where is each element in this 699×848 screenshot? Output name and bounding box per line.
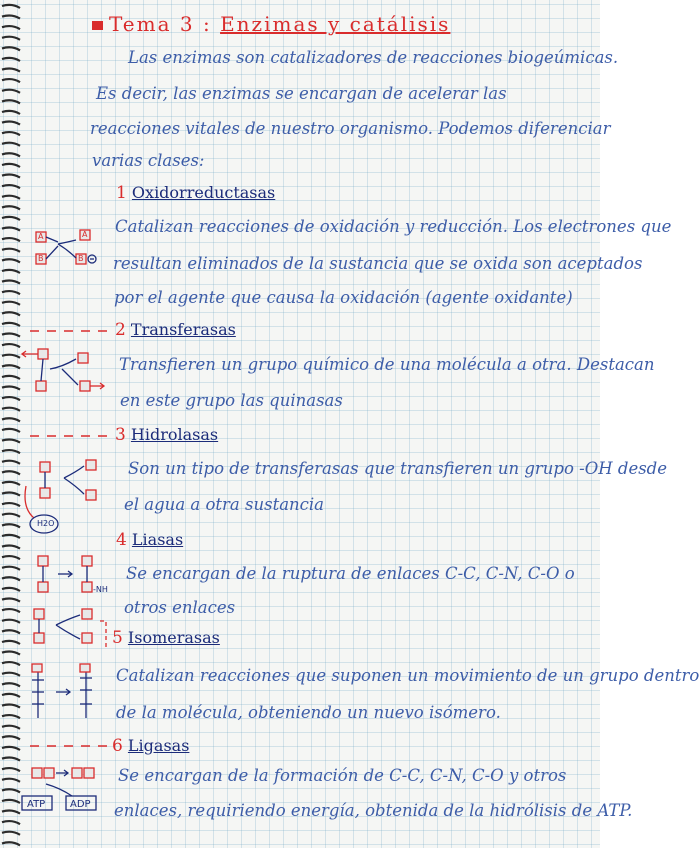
section-1-line-3: por el agente que causa la oxidación (agente oxidante) [114,288,573,307]
title-subject: Enzimas y catálisis [220,12,451,36]
section-5-line-1: Catalizan reacciones que suponen un movimiento de un grupo dentro [116,666,699,685]
transferasa-diagram [20,345,105,400]
title-prefix: Tema 3 : [109,12,212,36]
atp-label: ATP [27,799,46,810]
intro-line-1: Las enzimas son catalizadores de reacciones biogeúmicas. [128,48,619,67]
section-heading-oxidorreductasas: 1 Oxidorreductasas [116,183,276,203]
oxi-label-b-1: B [38,254,44,263]
nh-label: -NH [93,585,108,594]
liasa-extra-diagram [26,605,106,655]
oxi-label-b-2: B [78,254,84,263]
section-3-line-2: el agua a otra sustancia [124,495,325,514]
section-6-line-1: Se encargan de la formación de C-C, C-N, C-O y otros [118,766,567,785]
section-3-line-1: Son un tipo de transferasas que transfieren un grupo -OH desde [128,459,668,478]
oxi-label-a-1: A [38,232,44,241]
adp-label: ADP [70,799,91,810]
section-1-line-2: resultan eliminados de la sustancia que se oxida son aceptados [113,254,643,273]
section-heading-transferasas: 2 Transferasas [115,320,236,340]
section-heading-isomerasas: 5 Isomerasas [112,628,220,648]
section-1-line-1: Catalizan reacciones de oxidación y reducción. Los electrones que [115,217,672,236]
oxi-label-a-2: A [82,230,88,239]
isomerasa-diagram [26,664,106,724]
liasa-diagram [30,552,120,602]
section-4-line-1: Se encargan de la ruptura de enlaces C-C, C-N, C-O o [126,564,575,583]
section-4-line-2: otros enlaces [124,598,236,617]
hidrolasa-diagram [20,448,105,538]
h2o-label: H2O [37,519,55,528]
section-2-line-1: Transfieren un grupo químico de una molécula a otra. Destacan [119,355,655,374]
section-heading-hidrolasas: 3 Hidrolasas [115,425,219,445]
intro-line-4: varias clases: [92,151,205,170]
intro-line-3: reacciones vitales de nuestro organismo. Podemos diferenciar [90,119,611,138]
section-heading-ligasas: 6 Ligasas [112,736,190,756]
section-2-line-2: en este grupo las quinasas [120,391,343,410]
intro-line-2: Es decir, las enzimas se encargan de acelerar las [96,84,507,103]
section-5-line-2: de la molécula, obteniendo un nuevo isómero. [116,703,501,722]
ligasa-diagram [20,762,110,822]
section-6-line-2: enlaces, requiriendo energía, obtenida de la hidrólisis de ATP. [114,801,633,820]
section-heading-liasas: 4 Liasas [116,530,184,550]
